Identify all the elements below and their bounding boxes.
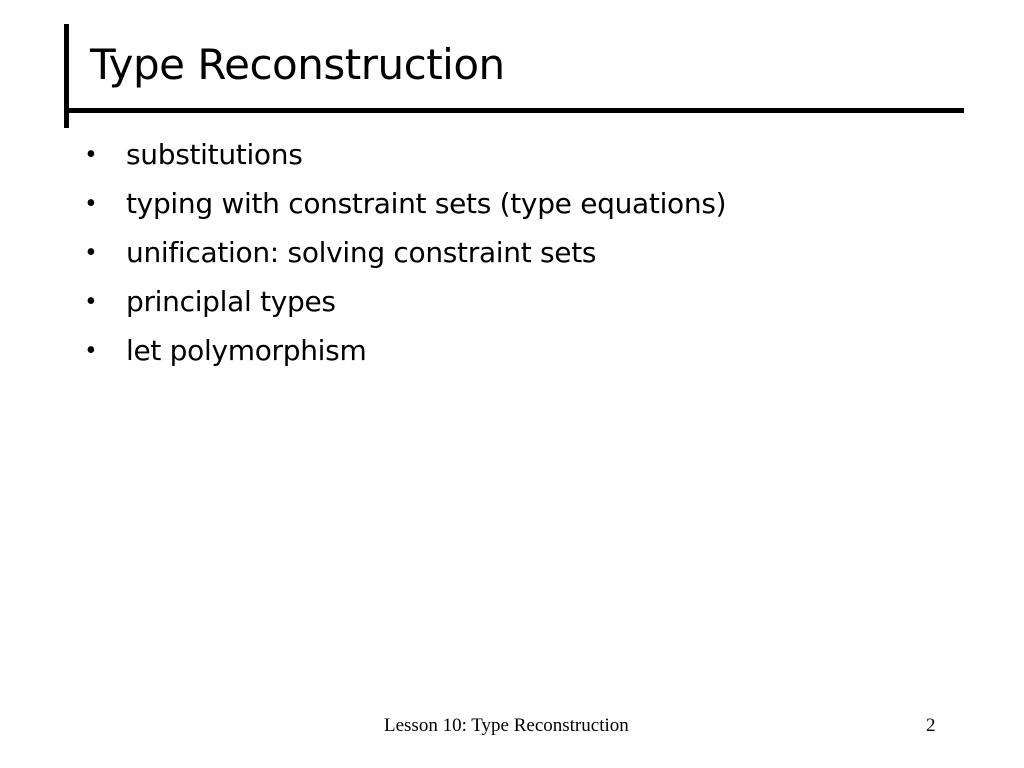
page-number: 2: [926, 715, 936, 736]
bullet-marker: •: [86, 188, 96, 219]
bullet-text: let polymorphism: [126, 334, 367, 367]
bullet-marker: •: [86, 237, 96, 268]
bullet-text: typing with constraint sets (type equations): [126, 187, 727, 220]
slide-footer: Lesson 10: Type Reconstruction: [384, 715, 629, 736]
bullet-text: substitutions: [126, 138, 303, 171]
title-horizontal-rule: [64, 108, 964, 113]
bullet-marker: •: [86, 335, 96, 366]
bullet-marker: •: [86, 139, 96, 170]
bullet-text: principlal types: [126, 285, 336, 318]
slide-title: Type Reconstruction: [90, 40, 505, 89]
bullet-marker: •: [86, 286, 96, 317]
bullet-text: unification: solving constraint sets: [126, 236, 597, 269]
